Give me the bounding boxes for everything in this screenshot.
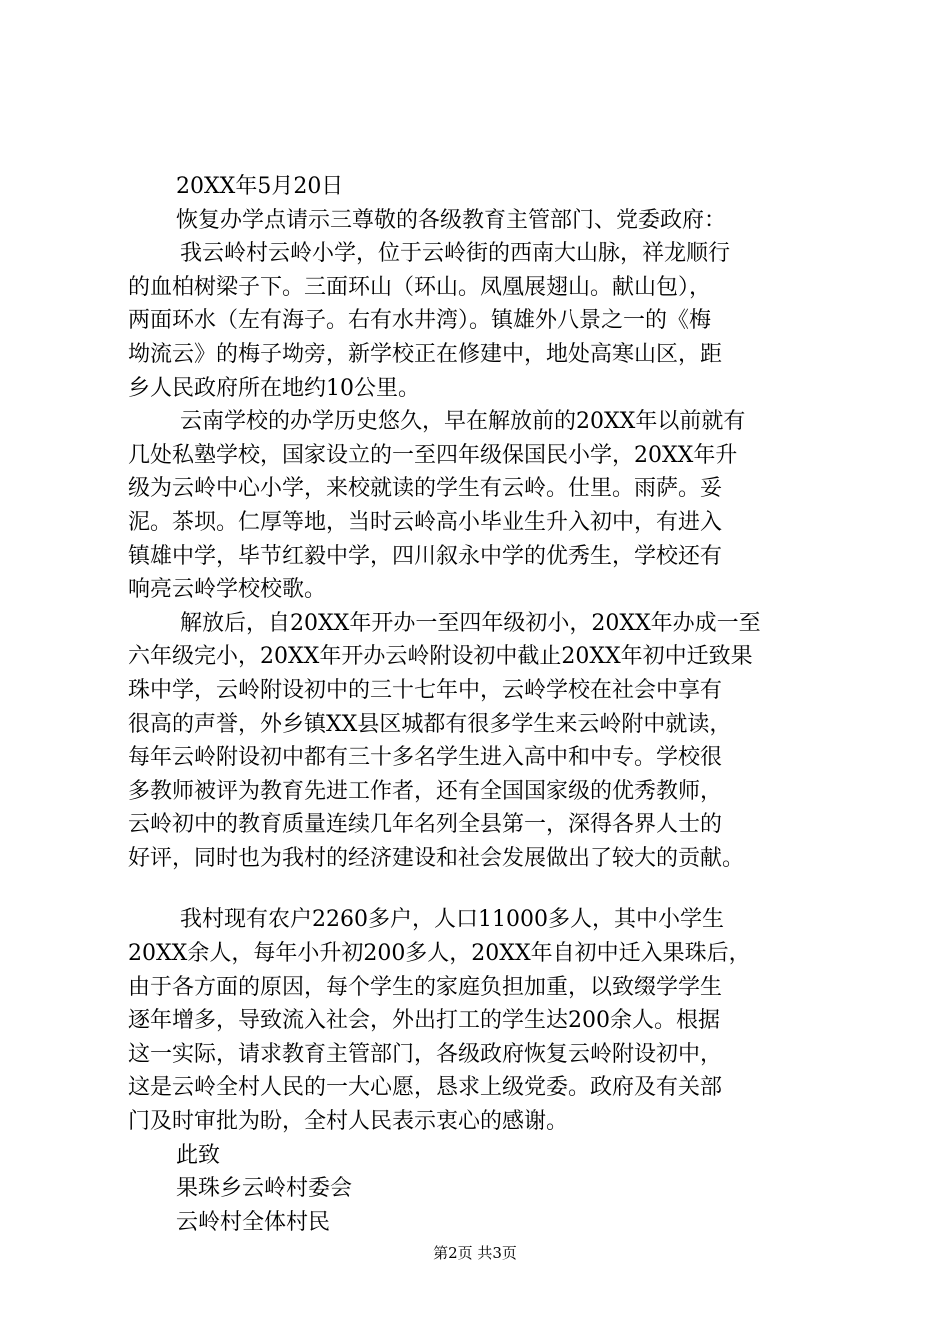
document-body <box>128 170 848 1239</box>
paragraph-post-liberation <box>128 607 848 876</box>
text-line: 两面环水（左有海子。右有水井湾）。镇雄外八景之一的《梅 <box>128 308 712 334</box>
page-number: 第2页 共3页 <box>433 1244 517 1262</box>
text-line: 六年级完小，20XX年开办云岭附设初中截止20XX年初中迁致果 <box>128 644 753 670</box>
text-line: 这一实际，请求教育主管部门，各级政府恢复云岭附设初中， <box>128 1041 723 1067</box>
text-line: 几处私塾学校，国家设立的一至四年级保国民小学，20XX年升 <box>128 442 738 468</box>
text-line: 我村现有农户2260多户，人口11000多人，其中小学生 <box>180 907 724 933</box>
text-line: 解放后，自20XX年开办一至四年级初小，20XX年办成一至 <box>180 610 761 636</box>
signature-committee: 果珠乡云岭村委会 <box>176 1176 353 1202</box>
signature-villagers: 云岭村全体村民 <box>176 1209 331 1235</box>
text-line: 响亮云岭学校校歌。 <box>128 577 327 603</box>
text-line: 门及时审批为盼，全村人民表示衷心的感谢。 <box>128 1109 569 1135</box>
paragraph-location <box>128 237 848 405</box>
text-line: 很高的声誉，外乡镇XX县区城都有很多学生来云岭附中就读， <box>128 711 732 737</box>
text-line: 多教师被评为教育先进工作者，还有全国国家级的优秀教师， <box>128 778 723 804</box>
text-line: 镇雄中学，毕节红毅中学，四川叙永中学的优秀生，学校还有 <box>128 543 723 569</box>
date-line: 20XX年5月20日 <box>176 174 344 199</box>
paragraph-request <box>128 903 848 1138</box>
text-line: 珠中学，云岭附设初中的三十七年中，云岭学校在社会中享有 <box>128 677 723 703</box>
text-line: 20XX余人，每年小升初200多人，20XX年自初中迁入果珠后， <box>128 941 751 967</box>
text-line: 云岭初中的教育质量连续几年名列全县第一，深得各界人士的 <box>128 812 723 838</box>
text-line: 每年云岭附设初中都有三十多名学生进入高中和中专。学校很 <box>128 745 723 771</box>
text-line: 好评，同时也为我村的经济建设和社会发展做出了较大的贡献。 <box>128 845 745 871</box>
paragraph-history <box>128 405 848 607</box>
text-line: 坳流云》的梅子坳旁，新学校正在修建中，地处高寒山区，距 <box>128 341 723 367</box>
text-line: 这是云岭全村人民的一大心愿，恳求上级党委。政府及有关部 <box>128 1075 723 1101</box>
text-line: 我云岭村云岭小学，位于云岭街的西南大山脉，祥龙顺行 <box>180 241 731 267</box>
text-line: 的血柏树梁子下。三面环山（环山。凤凰展翅山。献山包）， <box>128 274 712 300</box>
document-heading: 恢复办学点请示三尊敬的各级教育主管部门、党委政府： <box>176 207 727 233</box>
text-line: 乡人民政府所在地约10公里。 <box>128 375 420 401</box>
closing-salutation: 此致 <box>176 1142 221 1168</box>
text-line: 逐年增多，导致流入社会，外出打工的学生达200余人。根据 <box>128 1008 720 1034</box>
paragraph-spacer <box>128 875 848 903</box>
text-line: 由于各方面的原因，每个学生的家庭负担加重，以致缀学学生 <box>128 974 723 1000</box>
text-line: 级为云岭中心小学，来校就读的学生有云岭。仕里。雨萨。妥 <box>128 476 723 502</box>
text-line: 泥。茶坝。仁厚等地，当时云岭高小毕业生升入初中，有进入 <box>128 509 723 535</box>
text-line: 云南学校的办学历史悠久，早在解放前的20XX年以前就有 <box>180 409 746 435</box>
